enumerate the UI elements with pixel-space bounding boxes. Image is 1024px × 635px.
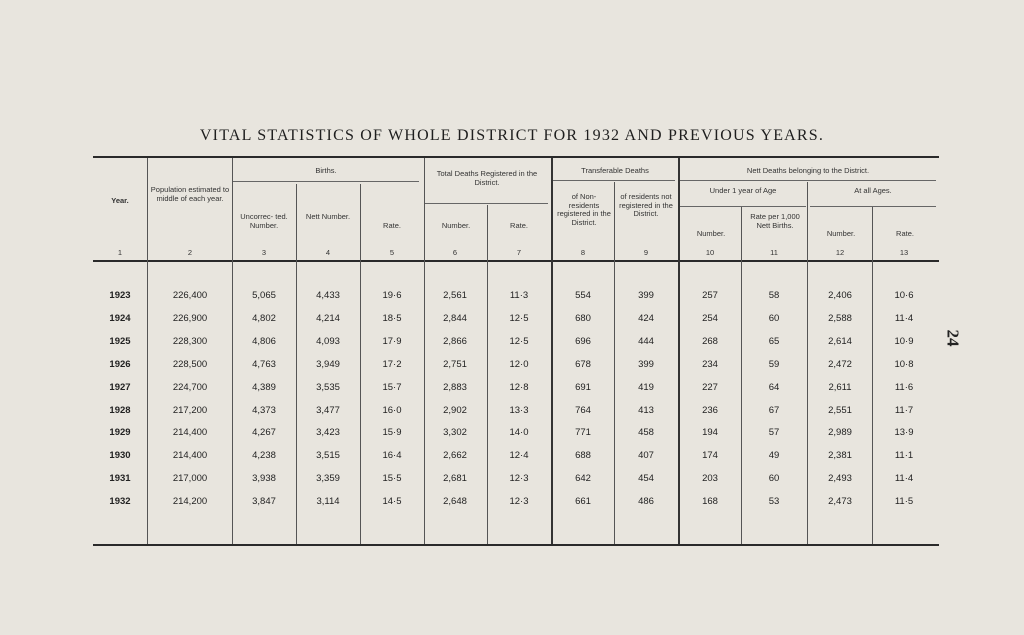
table-cell: 13·9 [894,427,914,438]
table-cell: 2,611 [828,382,852,393]
header-year: Year. [111,196,129,205]
table-cell: 2,989 [828,427,852,438]
header-u1-rate: Rate per 1,000 Nett Births. [750,212,800,230]
column-divider [741,207,742,544]
header-u1-number: Number. [696,229,726,238]
table-cell: 2,472 [828,359,852,370]
column-divider [678,158,680,544]
table-cell: 2,648 [443,496,467,507]
table-cell: 12·5 [509,336,529,347]
table-cell: 12·3 [509,473,529,484]
header-births-group: Births. [315,166,337,175]
table-cell: 214,400 [172,450,208,461]
column-divider [487,205,488,544]
table-cell: 18·5 [382,313,402,324]
table-cell: 217,000 [172,473,208,484]
table-cell: 53 [768,496,780,507]
table-cell: 642 [575,473,591,484]
table-cell: 2,588 [828,313,852,324]
table-cell: 399 [638,290,654,301]
table-cell: 65 [768,336,780,347]
table-cell: 217,200 [172,405,208,416]
table-cell: 2,662 [443,450,467,461]
table-cell: 228,300 [172,336,208,347]
column-number: 6 [452,248,458,257]
table-cell: 444 [638,336,654,347]
table-cell: 58 [768,290,780,301]
table-cell: 60 [768,473,780,484]
table-cell: 2,473 [828,496,852,507]
table-cell: 12·5 [509,313,529,324]
year-cell: 1929 [109,427,131,438]
table-cell: 688 [575,450,591,461]
table-cell: 3,847 [252,496,276,507]
table-cell: 15·5 [382,473,402,484]
table-cell: 11·1 [894,450,914,461]
table-cell: 4,802 [252,313,276,324]
table-cell: 194 [702,427,718,438]
year-cell: 1931 [109,473,131,484]
table-top-rule [93,156,939,158]
table-cell: 2,751 [443,359,467,370]
table-cell: 57 [768,427,780,438]
table-cell: 5,065 [252,290,276,301]
table-cell: 214,200 [172,496,208,507]
table-cell: 10·6 [894,290,914,301]
table-cell: 3,949 [316,359,340,370]
table-cell: 413 [638,405,654,416]
table-cell: 3,359 [316,473,340,484]
year-cell: 1924 [109,313,131,324]
table-cell: 17·2 [382,359,402,370]
table-cell: 15·9 [382,427,402,438]
header-td-number: Number. [441,221,471,230]
table-cell: 696 [575,336,591,347]
table-cell: 49 [768,450,780,461]
table-cell: 3,535 [316,382,340,393]
table-cell: 14·0 [509,427,529,438]
header-all-ages-group: At all Ages. [854,186,892,195]
under1-group-rule [680,206,806,207]
column-number: 13 [899,248,909,257]
column-number: 12 [835,248,845,257]
table-cell: 224,700 [172,382,208,393]
table-cell: 19·6 [382,290,402,301]
table-cell: 236 [702,405,718,416]
header-total-deaths-group: Total Deaths Registered in the District. [436,169,538,187]
column-number: 8 [580,248,586,257]
table-cell: 680 [575,313,591,324]
table-cell: 3,423 [316,427,340,438]
table-cell: 234 [702,359,718,370]
table-cell: 4,238 [252,450,276,461]
table-cell: 12·4 [509,450,529,461]
table-cell: 226,400 [172,290,208,301]
table-cell: 2,551 [828,405,852,416]
table-cell: 3,302 [443,427,467,438]
table-cell: 678 [575,359,591,370]
header-nett-number: Nett Number. [305,212,351,221]
header-bottom-rule [93,260,939,262]
table-cell: 203 [702,473,718,484]
table-cell: 168 [702,496,718,507]
births-group-rule [233,181,419,182]
table-cell: 64 [768,382,780,393]
table-cell: 458 [638,427,654,438]
column-number: 3 [261,248,267,257]
table-cell: 16·4 [382,450,402,461]
table-cell: 12·0 [509,359,529,370]
table-cell: 11·6 [894,382,914,393]
column-divider [424,158,425,544]
table-cell: 2,561 [443,290,467,301]
column-number: 4 [325,248,331,257]
table-cell: 2,493 [828,473,852,484]
table-cell: 4,093 [316,336,340,347]
year-cell: 1923 [109,290,131,301]
table-cell: 67 [768,405,780,416]
table-cell: 2,844 [443,313,467,324]
table-cell: 3,114 [316,496,340,507]
year-cell: 1928 [109,405,131,416]
transferable-group-rule [553,180,675,181]
header-non-residents: of Non- residents registered in the District. [557,192,611,227]
table-cell: 764 [575,405,591,416]
header-residents-not: of residents not registered in the District. [619,192,673,218]
column-number: 1 [117,248,123,257]
table-bottom-rule [93,544,939,546]
table-cell: 268 [702,336,718,347]
column-divider [872,207,873,544]
table-cell: 2,681 [443,473,467,484]
table-cell: 4,214 [316,313,340,324]
header-population: Population estimated to middle of each year. [150,185,230,203]
page-title: VITAL STATISTICS OF WHOLE DISTRICT FOR 1932 AND PREVIOUS YEARS. [199,127,825,144]
table-cell: 2,614 [828,336,852,347]
year-cell: 1930 [109,450,131,461]
table-cell: 12·8 [509,382,529,393]
header-nett-deaths-group: Nett Deaths belonging to the District. [746,166,870,175]
column-divider [232,158,233,544]
total-deaths-group-rule [424,203,548,204]
table-cell: 228,500 [172,359,208,370]
table-cell: 3,515 [316,450,340,461]
column-number: 9 [643,248,649,257]
table-cell: 4,806 [252,336,276,347]
column-number: 7 [516,248,522,257]
table-cell: 424 [638,313,654,324]
table-cell: 3,477 [316,405,340,416]
table-cell: 10·8 [894,359,914,370]
header-aa-number: Number. [826,229,856,238]
table-cell: 59 [768,359,780,370]
table-cell: 2,406 [828,290,852,301]
year-cell: 1925 [109,336,131,347]
table-cell: 691 [575,382,591,393]
table-cell: 11·4 [894,473,914,484]
header-aa-rate: Rate. [896,229,914,238]
all-ages-group-rule [810,206,936,207]
table-cell: 257 [702,290,718,301]
column-divider [147,158,148,544]
table-cell: 554 [575,290,591,301]
table-cell: 4,763 [252,359,276,370]
table-cell: 10·9 [894,336,914,347]
year-cell: 1926 [109,359,131,370]
table-cell: 17·9 [382,336,402,347]
header-under1-group: Under 1 year of Age [709,186,777,195]
table-cell: 486 [638,496,654,507]
table-cell: 12·3 [509,496,529,507]
table-cell: 407 [638,450,654,461]
table-cell: 214,400 [172,427,208,438]
table-cell: 4,373 [252,405,276,416]
table-cell: 771 [575,427,591,438]
column-number: 11 [770,248,778,257]
column-number: 2 [187,248,193,257]
table-cell: 254 [702,313,718,324]
year-cell: 1927 [109,382,131,393]
header-uncorrected: Uncorrec- ted. Number. [240,212,288,230]
table-cell: 2,381 [828,450,852,461]
table-cell: 399 [638,359,654,370]
table-cell: 2,902 [443,405,467,416]
table-cell: 16·0 [382,405,402,416]
table-cell: 14·5 [382,496,402,507]
table-cell: 15·7 [382,382,402,393]
table-cell: 3,938 [252,473,276,484]
year-cell: 1932 [109,496,131,507]
column-number: 5 [389,248,395,257]
header-td-rate: Rate. [510,221,528,230]
table-cell: 11·7 [894,405,914,416]
column-divider [551,158,553,544]
table-cell: 2,883 [443,382,467,393]
table-cell: 2,866 [443,336,467,347]
table-cell: 226,900 [172,313,208,324]
table-cell: 60 [768,313,780,324]
table-cell: 227 [702,382,718,393]
page-number: 24 [943,329,963,347]
table-cell: 11·4 [894,313,914,324]
table-cell: 4,389 [252,382,276,393]
table-cell: 419 [638,382,654,393]
table-cell: 174 [702,450,718,461]
table-cell: 661 [575,496,591,507]
table-cell: 11·5 [894,496,914,507]
table-cell: 4,267 [252,427,276,438]
table-cell: 11·3 [509,290,529,301]
column-number: 10 [705,248,715,257]
nett-deaths-group-rule [680,180,936,181]
header-birth-rate: Rate. [383,221,401,230]
table-cell: 454 [638,473,654,484]
table-cell: 4,433 [316,290,340,301]
table-cell: 13·3 [509,405,529,416]
header-transferable-group: Transferable Deaths [581,166,649,175]
